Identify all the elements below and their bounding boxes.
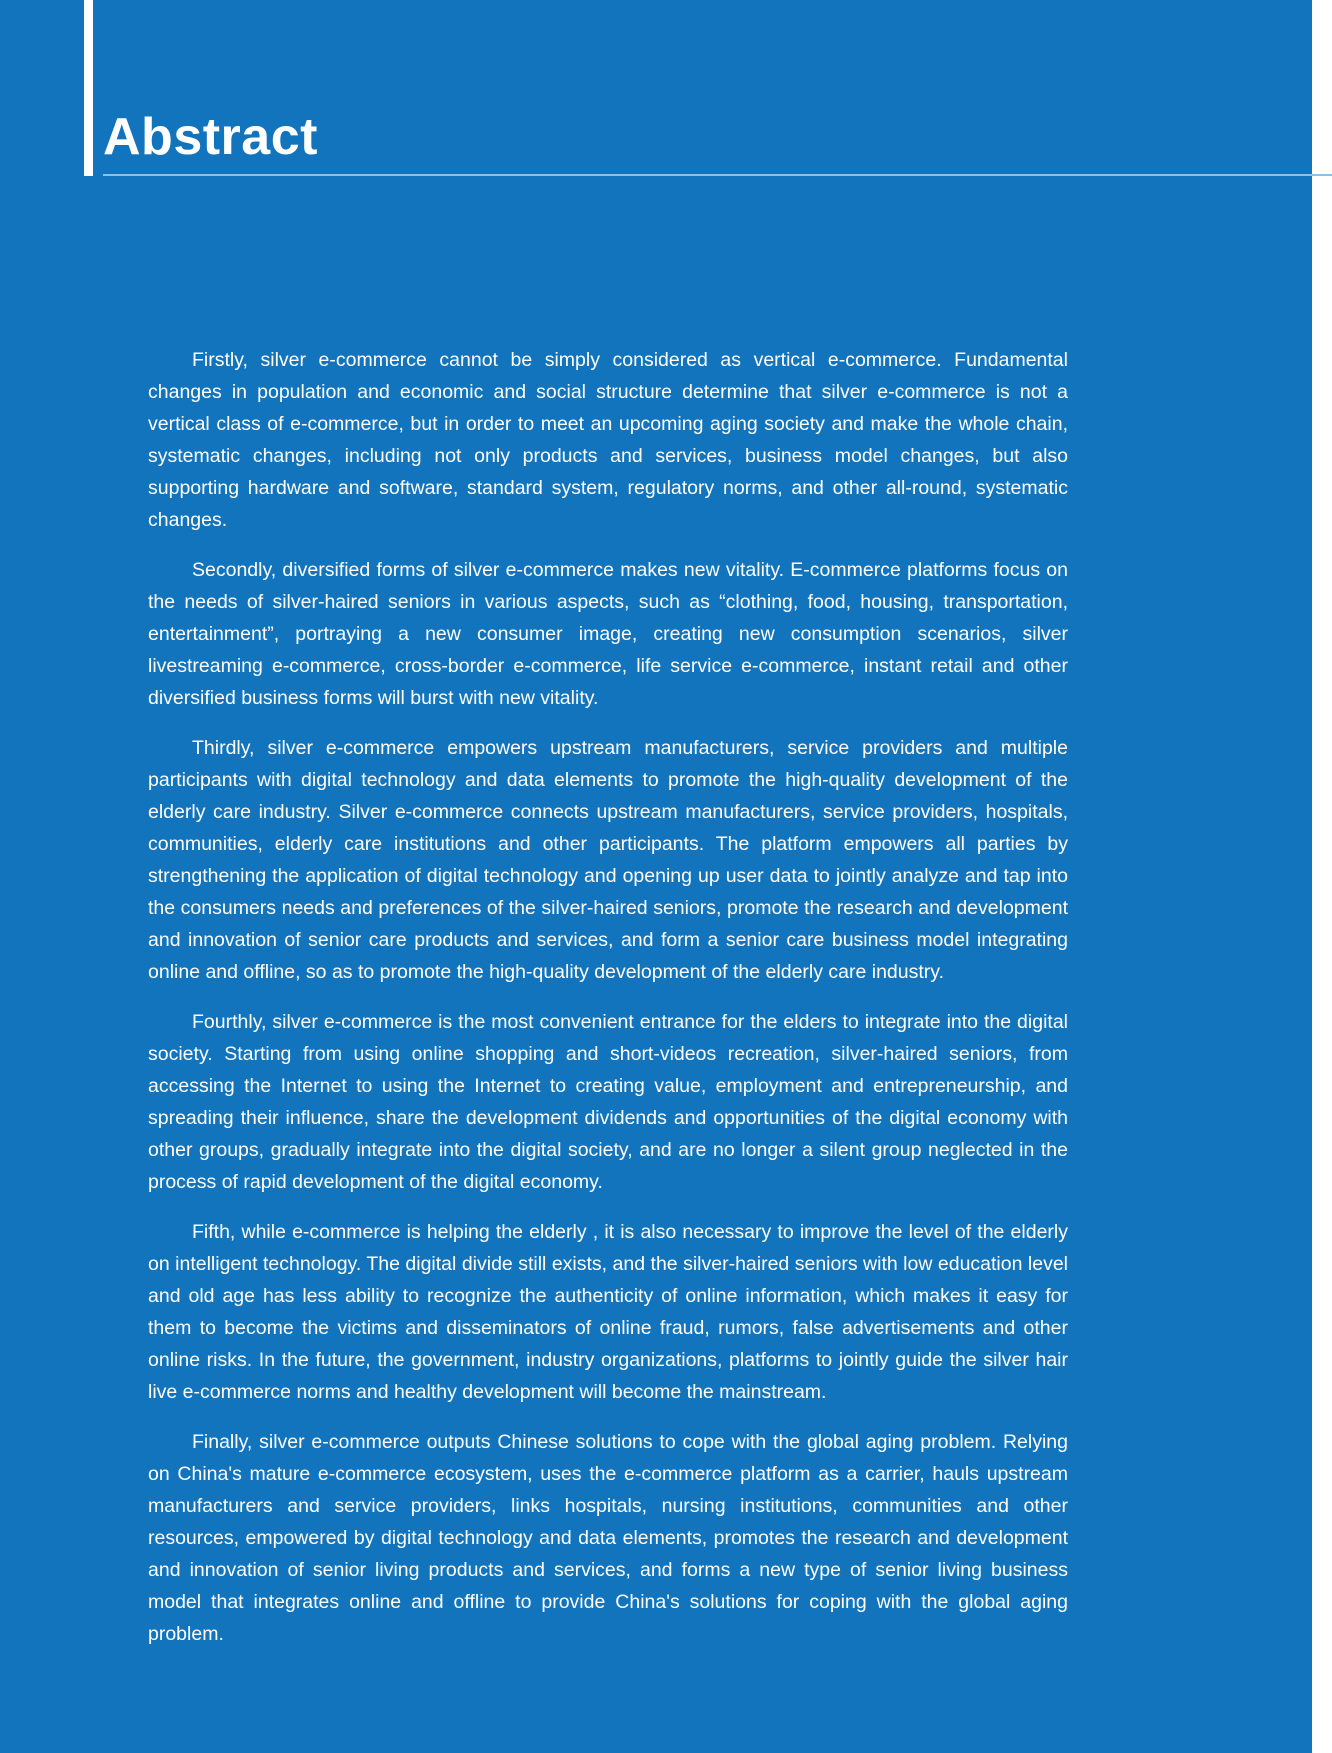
abstract-body <box>148 344 1068 1668</box>
paragraph-secondly: Secondly, diversified forms of silver e-commerce makes new vitality. E-commerce platforms focus on the needs of silver-haired seniors in various aspects, such as “clothing, food, housing, transportation, entertainment”, portraying a new consumer image, creating new consumption scenarios, silver livestreaming e-commerce, cross-border e-commerce, life service e-commerce, instant retail and other diversified business forms will burst with new vitality. <box>148 559 1068 709</box>
paragraph-finally: Finally, silver e-commerce outputs Chinese solutions to cope with the global aging problem. Relying on China's mature e-commerce ecosystem, uses the e-commerce platform as a carrier, hauls upstream manufacturers and service providers, links hospitals, nursing institutions, communities and other resources, empowered by digital technology and data elements, promotes the research and development and innovation of senior living products and services, and forms a new type of senior living business model that integrates online and offline to provide China's solutions for coping with the global aging problem. <box>148 1431 1068 1645</box>
title-accent-bar <box>84 0 93 176</box>
paragraph-thirdly: Thirdly, silver e-commerce empowers upstream manufacturers, service providers and multiple participants with digital technology and data elements to promote the high-quality development of the elderly care industry. Silver e-commerce connects upstream manufacturers, service providers, hospitals, communities, elderly care institutions and other participants. The platform empowers all parties by strengthening the application of digital technology and opening up user data to jointly analyze and tap into the consumers needs and preferences of the silver-haired seniors, promote the research and development and innovation of senior care products and services, and form a senior care business model integrating online and offline, so as to promote the high-quality development of the elderly care industry. <box>148 737 1068 983</box>
title-divider <box>103 174 1332 176</box>
page-title: Abstract <box>103 108 318 166</box>
paragraph-fifth: Fifth, while e-commerce is helping the elderly , it is also necessary to improve the level of the elderly on intelligent technology. The digital divide still exists, and the silver-haired seniors with low education level and old age has less ability to recognize the authenticity of online information, which makes it easy for them to become the victims and disseminators of online fraud, rumors, false advertisements and other online risks. In the future, the government, industry organizations, platforms to jointly guide the silver hair live e-commerce norms and healthy development will become the mainstream. <box>148 1221 1068 1403</box>
paragraph-fourthly: Fourthly, silver e-commerce is the most convenient entrance for the elders to integrate into the digital society. Starting from using online shopping and short-videos recreation, silver-haired seniors, from accessing the Internet to using the Internet to creating value, employment and entrepreneurship, and spreading their influence, share the development dividends and opportunities of the digital economy with other groups, gradually integrate into the digital society, and are no longer a silent group neglected in the process of rapid development of the digital economy. <box>148 1011 1068 1193</box>
paragraph-firstly: Firstly, silver e-commerce cannot be simply considered as vertical e-commerce. Fundamental changes in population and economic and social structure determine that silver e-commerce is not a vertical class of e-commerce, but in order to meet an upcoming aging society and make the whole chain, systematic changes, including not only products and services, business model changes, but also supporting hardware and software, standard system, regulatory norms, and other all-round, systematic changes. <box>148 349 1068 531</box>
